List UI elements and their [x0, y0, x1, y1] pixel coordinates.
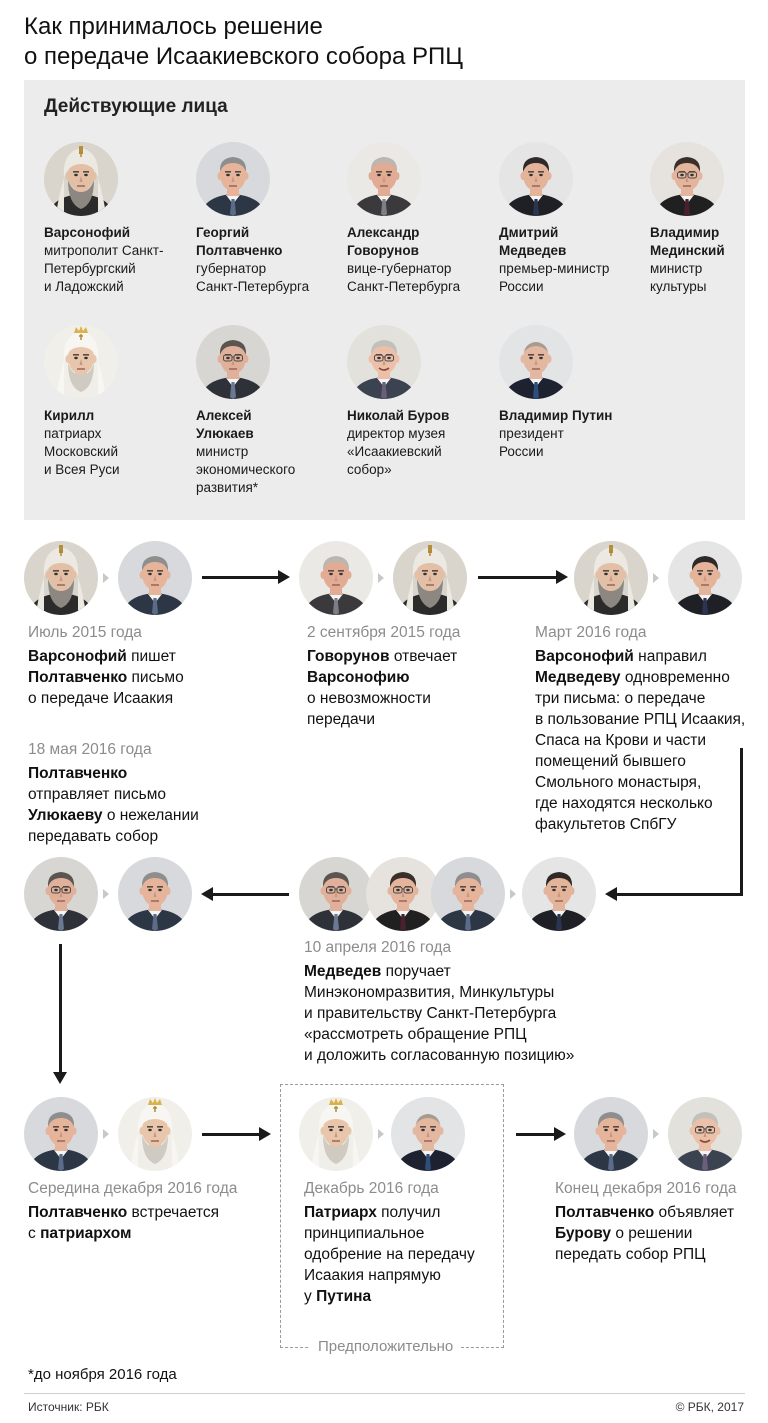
person-name-line: Владимир Путин: [499, 408, 613, 423]
person-name-line: Александр: [347, 225, 420, 240]
portrait-govorunov: [347, 142, 421, 216]
timeline-portrait-poltavchenko: [118, 541, 192, 615]
cast-person-burov: [347, 325, 487, 479]
arrow-line: [202, 576, 280, 579]
timeline-portrait-poltavchenko: [431, 857, 505, 931]
title-line-1: Как принималось решение: [24, 13, 323, 40]
title-line-2: о передаче Исаакиевского собора РПЦ: [24, 43, 463, 70]
timeline-portrait-govorunov: [299, 541, 373, 615]
person-role-line: министр: [650, 261, 703, 276]
person-role: [347, 425, 487, 479]
footnote: *до ноября 2016 года: [28, 1366, 177, 1383]
timeline-portrait-varsonofy: [24, 541, 98, 615]
person-name-line: Алексей: [196, 408, 252, 423]
person-role: [44, 242, 184, 296]
person-role-line: развития*: [196, 480, 259, 495]
chevron-right-icon: [103, 573, 109, 583]
person-name-line: Улюкаев: [196, 426, 254, 441]
person-name-line: Полтавченко: [196, 243, 283, 258]
source: Источник: РБК: [28, 1400, 109, 1414]
copyright: © РБК, 2017: [675, 1400, 744, 1414]
cast-person-ulyukaev: [196, 325, 336, 497]
person-role-line: и Всея Руси: [44, 462, 120, 477]
person-name: [499, 407, 639, 425]
arrow-right-icon: [278, 570, 290, 584]
person-role-line: Петербургский: [44, 261, 136, 276]
person-name: [44, 224, 184, 242]
person-name: [347, 224, 487, 260]
person-name: [499, 224, 639, 260]
person-role: [499, 425, 639, 461]
event-description: Патриарх получил принципиальное одобрение на передачу Исаакия напрямую у Путина: [304, 1204, 475, 1305]
arrow-line: [516, 1133, 556, 1136]
arrow-line: [59, 944, 62, 1074]
arrow-right-icon: [556, 570, 568, 584]
event-description: Медведев поручает Минэкономразвития, Минкультуры и правительству Санкт-Петербурга «рассмотреть обращение РПЦ и доложить согласованную позицию»: [304, 963, 575, 1064]
chevron-right-icon: [103, 889, 109, 899]
arrow-down-icon: [53, 1072, 67, 1084]
person-name: [347, 407, 487, 425]
arrow-left-icon: [605, 887, 617, 901]
arrow-line: [212, 893, 289, 896]
person-role-line: губернатор: [196, 261, 267, 276]
page-title: [24, 12, 463, 72]
portrait-varsonofy: [44, 142, 118, 216]
timeline-portrait-medinsky: [366, 857, 440, 931]
timeline-portrait-ulyukaev: [299, 857, 373, 931]
person-role: [499, 260, 639, 296]
person-role-line: премьер-министр: [499, 261, 610, 276]
event-date: Декабрь 2016 года: [304, 1180, 439, 1197]
chevron-right-icon: [653, 1129, 659, 1139]
person-role-line: патриарх: [44, 426, 102, 441]
portrait-ulyukaev: [196, 325, 270, 399]
person-role-line: Санкт-Петербурга: [347, 279, 461, 294]
cast-person-medinsky: [650, 142, 768, 296]
chevron-right-icon: [378, 573, 384, 583]
person-name-line: Николай Буров: [347, 408, 450, 423]
person-role: [196, 443, 336, 497]
portrait-burov: [347, 325, 421, 399]
timeline-portrait-burov: [668, 1097, 742, 1171]
event-date: Июль 2015 года: [28, 624, 142, 641]
person-role-line: России: [499, 444, 544, 459]
person-name: [44, 407, 184, 425]
cast-panel: [24, 80, 745, 520]
arrow-line: [202, 1133, 260, 1136]
portrait-medvedev: [499, 142, 573, 216]
portrait-poltavchenko: [196, 142, 270, 216]
person-role-line: директор музея: [347, 426, 446, 441]
tentative-label: Предположительно: [310, 1338, 461, 1355]
person-role: [44, 425, 184, 479]
person-name-line: Медведев: [499, 243, 567, 258]
event-date: 2 сентября 2015 года: [307, 624, 461, 641]
event-date: Конец декабря 2016 года: [555, 1180, 737, 1197]
timeline-portrait-medvedev: [668, 541, 742, 615]
person-role-line: собор»: [347, 462, 392, 477]
person-name-line: Говорунов: [347, 243, 419, 258]
person-name-line: Георгий: [196, 225, 250, 240]
person-role: [650, 260, 768, 296]
cast-person-poltavchenko: [196, 142, 336, 296]
person-role-line: «Исаакиевский: [347, 444, 442, 459]
chevron-right-icon: [653, 573, 659, 583]
cast-title: Действующие лица: [44, 96, 228, 117]
person-name: [650, 224, 768, 260]
cast-person-varsonofy: [44, 142, 184, 296]
event-description: Говорунов отвечает Варсонофию о невозможности передачи: [307, 648, 458, 728]
timeline-portrait-poltavchenko: [118, 857, 192, 931]
event-date: 10 апреля 2016 года: [304, 939, 452, 956]
cast-person-kirill: [44, 325, 184, 479]
event-date: Март 2016 года: [535, 624, 647, 641]
portrait-putin: [499, 325, 573, 399]
person-role-line: экономического: [196, 462, 296, 477]
arrow-line: [617, 893, 743, 896]
event-description: Варсонофий пишет Полтавченко письмо о передаче Исаакия: [28, 648, 184, 707]
cast-person-putin: [499, 325, 639, 461]
person-role: [347, 260, 487, 296]
person-role-line: и Ладожский: [44, 279, 124, 294]
timeline-portrait-poltavchenko: [574, 1097, 648, 1171]
tentative-box: [280, 1084, 504, 1348]
person-role-line: культуры: [650, 279, 707, 294]
timeline-portrait-varsonofy: [393, 541, 467, 615]
arrow-line: [478, 576, 556, 579]
timeline-portrait-varsonofy: [574, 541, 648, 615]
event-date: 18 мая 2016 года: [28, 741, 152, 758]
person-name-line: Варсонофий: [44, 225, 131, 240]
event-description: Полтавченко объявляет Бурову о решении передать собор РПЦ: [555, 1204, 735, 1263]
arrow-right-icon: [554, 1127, 566, 1141]
person-role-line: Московский: [44, 444, 118, 459]
timeline-portrait-medvedev: [522, 857, 596, 931]
person-role: [196, 260, 336, 296]
person-name-line: Мединский: [650, 243, 725, 258]
event-description: Варсонофий направил Медведеву одновременно три письма: о передаче в пользование РПЦ Исаакия, Спаса на Крови и части помещений бывшего Смольного монастыря, где находятся несколько факультетов СпбГУ: [535, 648, 746, 833]
person-name-line: Кирилл: [44, 408, 95, 423]
cast-person-medvedev: [499, 142, 639, 296]
arrow-line: [740, 748, 743, 896]
timeline-portrait-kirill: [118, 1097, 192, 1171]
arrow-left-icon: [201, 887, 213, 901]
chevron-right-icon: [103, 1129, 109, 1139]
person-name: [196, 407, 336, 443]
person-role-line: митрополит Санкт-: [44, 243, 164, 258]
event-date: Середина декабря 2016 года: [28, 1180, 238, 1197]
cast-person-govorunov: [347, 142, 487, 296]
person-name: [196, 224, 336, 260]
chevron-right-icon: [510, 889, 516, 899]
event-description: Полтавченко встречается с патриархом: [28, 1204, 220, 1242]
arrow-right-icon: [259, 1127, 271, 1141]
portrait-medinsky: [650, 142, 724, 216]
person-name-line: Владимир: [650, 225, 720, 240]
event-description: Полтавченко отправляет письмо Улюкаеву о нежелании передавать собор: [28, 765, 199, 845]
person-role-line: вице-губернатор: [347, 261, 452, 276]
person-role-line: президент: [499, 426, 564, 441]
footer-divider: [24, 1393, 745, 1394]
person-name-line: Дмитрий: [499, 225, 559, 240]
portrait-kirill: [44, 325, 118, 399]
person-role-line: Санкт-Петербурга: [196, 279, 310, 294]
timeline-portrait-poltavchenko: [24, 1097, 98, 1171]
person-role-line: министр: [196, 444, 249, 459]
person-role-line: России: [499, 279, 544, 294]
timeline-portrait-ulyukaev: [24, 857, 98, 931]
